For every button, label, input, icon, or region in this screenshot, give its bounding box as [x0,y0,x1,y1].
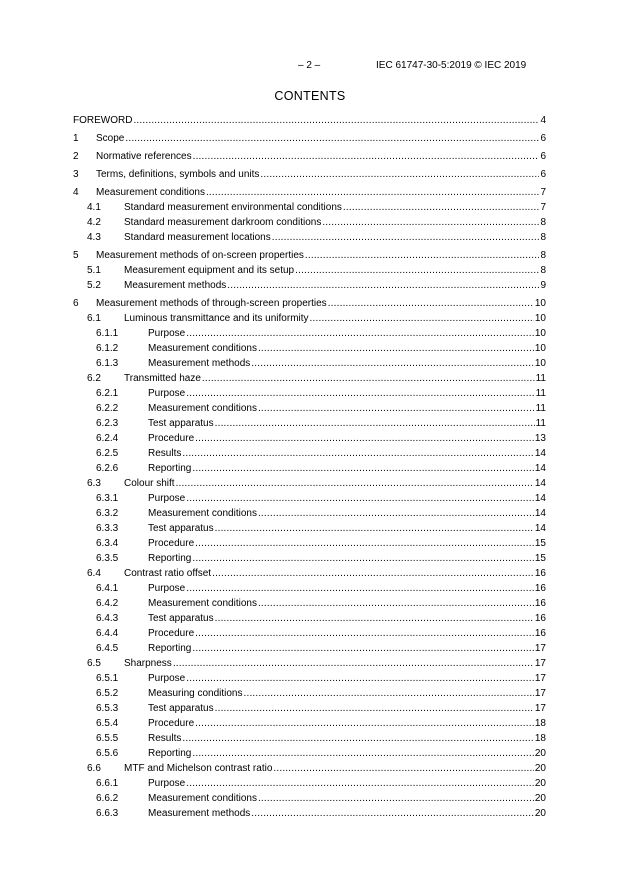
toc-entry[interactable] [148,806,546,821]
toc-section-number: 4 [73,187,79,198]
toc-dot-leader [192,461,534,476]
toc-section-title: FOREWORD [73,115,133,126]
toc-page-number: 18 [534,718,546,729]
toc-section-number: 6.3 [87,478,101,489]
toc-page-number: 8 [540,265,546,276]
toc-section-number: 6.1.1 [96,328,119,339]
toc-row[interactable] [73,596,546,611]
toc-section-number: 6.3.5 [96,553,119,564]
toc-entry[interactable] [148,386,546,401]
toc-dot-leader [186,386,534,401]
toc-section-number: 6.5.4 [96,718,119,729]
toc-page-number: 14 [534,493,546,504]
toc-entry[interactable] [148,596,546,611]
toc-dot-leader [322,215,539,230]
toc-section-number: 5.2 [87,280,101,291]
toc-entry[interactable] [124,278,546,293]
toc-section-title: Measurement methods [148,808,251,819]
toc-dot-leader [260,167,539,182]
toc-section-number: 6.2.1 [96,388,119,399]
toc-section-number: 6.2.2 [96,403,119,414]
toc-section-number: 6.4.2 [96,598,119,609]
toc-section-title: Purpose [148,328,186,339]
toc-section-number: 6.3.2 [96,508,119,519]
toc-dot-leader [328,296,534,311]
toc-section-title: Results [148,448,182,459]
toc-row[interactable] [73,581,546,596]
toc-dot-leader [273,761,533,776]
toc-entry[interactable] [96,131,546,146]
toc-section-title: Procedure [148,538,195,549]
toc-row[interactable] [73,431,546,446]
toc-dot-leader [305,248,540,263]
toc-page-number: 15 [534,538,546,549]
toc-dot-leader [195,536,534,551]
toc-section-number: 6.3.4 [96,538,119,549]
toc-page-number: 14 [534,478,546,489]
toc-page-number: 8 [540,232,546,243]
toc-row[interactable] [73,716,546,731]
toc-entry[interactable] [124,230,546,245]
toc-section-number: 4.2 [87,217,101,228]
toc-page-number: 7 [540,202,546,213]
toc-section-number: 6.4 [87,568,101,579]
toc-dot-leader [244,686,534,701]
toc-section-number: 6.3.3 [96,523,119,534]
toc-row[interactable] [73,278,546,293]
toc-section-title: Measurement conditions [148,598,257,609]
toc-page-number: 11 [535,373,546,384]
toc-entry[interactable] [148,671,546,686]
toc-dot-leader [195,626,534,641]
toc-entry[interactable] [148,326,546,341]
toc-dot-leader [215,416,535,431]
toc-entry[interactable] [124,476,546,491]
toc-dot-leader [133,113,539,128]
toc-section-number: 4.1 [87,202,101,213]
toc-entry[interactable] [148,521,546,536]
toc-entry[interactable] [124,263,546,278]
toc-section-title: Measurement methods [148,358,251,369]
toc-section-title: Terms, definitions, symbols and units [96,169,260,180]
toc-entry[interactable] [148,416,546,431]
toc-section-number: 6.1.2 [96,343,119,354]
toc-entry[interactable] [148,626,546,641]
toc-dot-leader [186,776,534,791]
toc-entry[interactable] [148,701,546,716]
toc-section-number: 6.1 [87,313,101,324]
toc-entry[interactable] [148,581,546,596]
toc-page-number: 20 [534,793,546,804]
toc-section-title: Procedure [148,628,195,639]
toc-page-number: 16 [534,628,546,639]
toc-section-title: Contrast ratio offset [124,568,212,579]
header-document-reference: IEC 61747-30-5:2019 © IEC 2019 [376,60,527,71]
toc-section-title: Measurement conditions [148,403,257,414]
toc-section-number: 6.6 [87,763,101,774]
toc-page-number: 10 [534,298,546,309]
toc-row[interactable] [73,149,546,164]
toc-row[interactable] [73,167,546,182]
toc-section-number: 6.6.1 [96,778,119,789]
toc-dot-leader [182,446,534,461]
toc-section-title: Measurement methods of through-screen properties [96,298,327,309]
toc-dot-leader [227,278,539,293]
toc-section-title: Reporting [148,463,192,474]
toc-row[interactable] [73,185,546,200]
toc-row[interactable] [73,263,546,278]
toc-dot-leader [182,731,534,746]
toc-page-number: 20 [534,763,546,774]
toc-row[interactable] [73,200,546,215]
toc-page-number: 6 [540,133,546,144]
toc-section-title: Results [148,733,182,744]
toc-entry[interactable] [148,401,546,416]
toc-section-number: 1 [73,133,79,144]
toc-dot-leader [202,371,535,386]
toc-section-title: Purpose [148,388,186,399]
toc-section-title: Measurement conditions [148,343,257,354]
toc-row[interactable] [73,401,546,416]
toc-entry[interactable] [148,641,546,656]
toc-section-title: Luminous transmittance and its uniformity [124,313,309,324]
toc-section-number: 4.3 [87,232,101,243]
toc-dot-leader [192,641,534,656]
toc-entry[interactable] [148,506,546,521]
toc-section-title: Purpose [148,673,186,684]
toc-row[interactable] [73,371,546,386]
toc-dot-leader [125,131,539,146]
toc-section-number: 6.2.3 [96,418,119,429]
toc-section-number: 6.1.3 [96,358,119,369]
toc-dot-leader [186,671,534,686]
toc-section-number: 6.5.5 [96,733,119,744]
toc-section-title: Colour shift [124,478,175,489]
toc-dot-leader [173,656,534,671]
toc-entry[interactable] [148,551,546,566]
toc-page-number: 8 [540,217,546,228]
toc-row[interactable] [73,611,546,626]
toc-page-number: 14 [534,448,546,459]
toc-section-number: 5 [73,250,79,261]
toc-row[interactable] [73,113,546,128]
toc-dot-leader [193,149,540,164]
toc-row[interactable] [73,296,546,311]
toc-section-title: Procedure [148,718,195,729]
toc-entry[interactable] [148,536,546,551]
toc-section-number: 6.5.1 [96,673,119,684]
toc-row[interactable] [73,416,546,431]
toc-row[interactable] [73,626,546,641]
toc-section-number: 6.4.4 [96,628,119,639]
toc-entry[interactable] [148,716,546,731]
toc-page-number: 10 [534,313,546,324]
toc-entry[interactable] [148,731,546,746]
toc-dot-leader [310,311,534,326]
toc-page-number: 14 [534,463,546,474]
toc-dot-leader [258,791,534,806]
toc-section-number: 6.5.2 [96,688,119,699]
toc-page-number: 10 [534,358,546,369]
toc-section-title: Test apparatus [148,703,214,714]
toc-entry[interactable] [124,761,546,776]
toc-row[interactable] [73,731,546,746]
toc-dot-leader [295,263,539,278]
toc-entry[interactable] [124,215,546,230]
toc-section-title: Test apparatus [148,418,214,429]
toc-page-number: 13 [534,433,546,444]
toc-page-number: 4 [540,115,546,126]
toc-section-title: Scope [96,133,125,144]
toc-row[interactable] [73,311,546,326]
toc-dot-leader [258,341,534,356]
toc-page-number: 9 [540,280,546,291]
toc-section-title: Measurement conditions [148,793,257,804]
toc-page-number: 16 [534,598,546,609]
toc-section-title: MTF and Michelson contrast ratio [124,763,273,774]
toc-entry[interactable] [148,686,546,701]
toc-row[interactable] [73,356,546,371]
toc-page-number: 15 [534,553,546,564]
toc-section-number: 6.2 [87,373,101,384]
toc-entry[interactable] [124,311,546,326]
toc-page-number: 20 [534,778,546,789]
toc-row[interactable] [73,461,546,476]
toc-dot-leader [212,566,534,581]
toc-section-title: Measuring conditions [148,688,243,699]
toc-page-number: 14 [534,508,546,519]
toc-dot-leader [251,806,534,821]
toc-section-title: Sharpness [124,658,172,669]
toc-dot-leader [251,356,534,371]
toc-dot-leader [258,596,534,611]
toc-section-number: 6.6.2 [96,793,119,804]
toc-row[interactable] [73,551,546,566]
toc-page-number: 20 [534,808,546,819]
toc-dot-leader [258,401,535,416]
page-title: CONTENTS [274,89,346,103]
toc-page-number: 16 [534,583,546,594]
toc-section-title: Measurement equipment and its setup [124,265,295,276]
toc-section-number: 6 [73,298,79,309]
toc-row[interactable] [73,386,546,401]
toc-dot-leader [206,185,539,200]
toc-section-title: Transmitted haze [124,373,201,384]
toc-row[interactable] [73,131,546,146]
toc-entry[interactable] [73,113,546,128]
toc-section-number: 6.4.5 [96,643,119,654]
toc-section-number: 6.6.3 [96,808,119,819]
toc-section-number: 6.5 [87,658,101,669]
toc-dot-leader [258,506,534,521]
toc-section-number: 6.5.3 [96,703,119,714]
toc-page-number: 6 [540,169,546,180]
toc-entry[interactable] [148,776,546,791]
toc-row[interactable] [73,215,546,230]
toc-dot-leader [176,476,534,491]
header-page-number: – 2 – [298,60,321,71]
toc-entry[interactable] [148,611,546,626]
toc-row[interactable] [73,491,546,506]
toc-page-number: 17 [534,658,546,669]
toc-section-title: Measurement methods [124,280,227,291]
toc-dot-leader [186,326,534,341]
toc-section-title: Procedure [148,433,195,444]
toc-dot-leader [195,716,534,731]
toc-page-number: 16 [534,613,546,624]
toc-page-number: 10 [534,328,546,339]
toc-row[interactable] [73,326,546,341]
toc-page-number: 11 [535,403,546,414]
toc-dot-leader [186,491,534,506]
toc-page-number: 7 [540,187,546,198]
toc-page-number: 20 [534,748,546,759]
toc-section-title: Reporting [148,748,192,759]
toc-entry[interactable] [148,791,546,806]
table-of-contents [73,113,546,821]
toc-row[interactable] [73,641,546,656]
toc-page-number: 11 [535,418,546,429]
toc-row[interactable] [73,776,546,791]
toc-entry[interactable] [124,656,546,671]
toc-section-number: 6.2.6 [96,463,119,474]
toc-entry[interactable] [96,185,546,200]
toc-row[interactable] [73,521,546,536]
toc-row[interactable] [73,686,546,701]
toc-row[interactable] [73,656,546,671]
toc-dot-leader [215,521,534,536]
toc-dot-leader [343,200,540,215]
toc-page-number: 17 [534,703,546,714]
toc-row[interactable] [73,791,546,806]
toc-section-number: 6.4.3 [96,613,119,624]
toc-section-number: 3 [73,169,79,180]
toc-row[interactable] [73,671,546,686]
toc-dot-leader [215,611,534,626]
toc-section-title: Standard measurement darkroom conditions [124,217,322,228]
toc-section-title: Measurement conditions [96,187,205,198]
toc-page-number: 17 [534,688,546,699]
toc-section-title: Purpose [148,583,186,594]
toc-entry[interactable] [96,149,546,164]
toc-dot-leader [215,701,534,716]
toc-entry[interactable] [124,371,546,386]
toc-section-title: Reporting [148,643,192,654]
toc-row[interactable] [73,446,546,461]
toc-page-number: 18 [534,733,546,744]
toc-section-title: Standard measurement environmental conditions [124,202,342,213]
toc-row[interactable] [73,506,546,521]
toc-dot-leader [186,581,534,596]
toc-page-number: 17 [534,673,546,684]
toc-section-title: Reporting [148,553,192,564]
toc-entry[interactable] [148,746,546,761]
toc-section-number: 5.1 [87,265,101,276]
toc-section-title: Test apparatus [148,523,214,534]
toc-section-title: Purpose [148,493,186,504]
toc-page-number: 14 [534,523,546,534]
toc-section-number: 2 [73,151,79,162]
toc-entry[interactable] [124,566,546,581]
toc-dot-leader [192,551,534,566]
toc-row[interactable] [73,248,546,263]
toc-section-title: Normative references [96,151,192,162]
toc-row[interactable] [73,746,546,761]
toc-section-number: 6.2.5 [96,448,119,459]
toc-entry[interactable] [124,200,546,215]
toc-entry[interactable] [148,491,546,506]
toc-page-number: 6 [540,151,546,162]
toc-row[interactable] [73,761,546,776]
toc-row[interactable] [73,536,546,551]
toc-entry[interactable] [148,431,546,446]
toc-section-title: Measurement conditions [148,508,257,519]
toc-dot-leader [272,230,540,245]
toc-page-number: 16 [534,568,546,579]
toc-section-number: 6.5.6 [96,748,119,759]
toc-row[interactable] [73,806,546,821]
toc-entry[interactable] [96,167,546,182]
toc-row[interactable] [73,701,546,716]
toc-entry[interactable] [148,461,546,476]
toc-dot-leader [192,746,534,761]
toc-row[interactable] [73,476,546,491]
toc-section-number: 6.2.4 [96,433,119,444]
toc-section-number: 6.3.1 [96,493,119,504]
toc-entry[interactable] [148,356,546,371]
toc-page-number: 11 [535,388,546,399]
toc-section-title: Measurement methods of on-screen properties [96,250,304,261]
toc-entry[interactable] [96,296,546,311]
toc-section-number: 6.4.1 [96,583,119,594]
toc-entry[interactable] [96,248,546,263]
toc-row[interactable] [73,566,546,581]
toc-row[interactable] [73,230,546,245]
toc-page-number: 17 [534,643,546,654]
toc-entry[interactable] [148,446,546,461]
toc-section-title: Standard measurement locations [124,232,271,243]
toc-dot-leader [195,431,534,446]
toc-page-number: 10 [534,343,546,354]
toc-section-title: Purpose [148,778,186,789]
toc-section-title: Test apparatus [148,613,214,624]
toc-row[interactable] [73,341,546,356]
toc-page-number: 8 [540,250,546,261]
toc-entry[interactable] [148,341,546,356]
